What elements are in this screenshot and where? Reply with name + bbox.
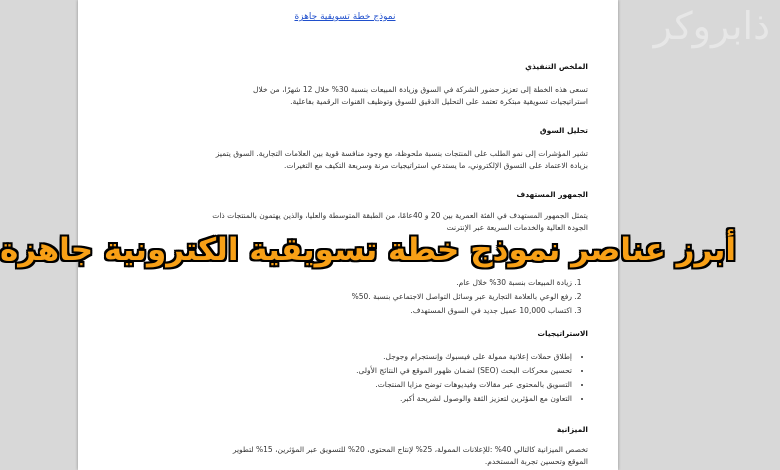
list-item: • تحسين محركات البحث (SEO) لضمان ظهور الموقع في النتائج الأولى.: [102, 364, 572, 378]
audience-heading: الجمهور المستهدف: [516, 190, 588, 199]
audience-line: يتمثل الجمهور المستهدف في الفئة العمرية بين 20 و 40عامًا، من الطبقة المتوسطة والعليا، والذين يهتمون بالمنتجات ذات: [212, 211, 588, 220]
summary-line: استراتيجيات تسويقية مبتكرة تعتمد على التحليل الدقيق للسوق وتوظيف القنوات الرقمية بفاعلية.: [290, 97, 588, 106]
market-line: تشير المؤشرات إلى نمو الطلب على المنتجات بنسبة ملحوظة، مع وجود منافسة قوية بين العلامات التجارية. السوق يتميز: [215, 149, 588, 158]
document-title: نموذج خطة تسويقية جاهزة: [294, 12, 396, 22]
budget-line: تخصص الميزانية كالتالي 40% :للإعلانات الممولة، 25% لإنتاج المحتوى، 20% للتسويق عبر المؤثرين، 15% لتطوير: [232, 445, 588, 454]
audience-paragraph: [102, 210, 588, 234]
summary-line: تسعى هذه الخطة إلى تعزيز حضور الشركة في السوق وزيادة المبيعات بنسبة 30% خلال 12 شهرًا، من خلال: [253, 85, 588, 94]
list-item: 3. اكتساب 10,000 عميل جديد في السوق المستهدف.: [102, 304, 572, 318]
list-item: 2. رفع الوعي بالعلامة التجارية عبر وسائل التواصل الاجتماعي بنسبة .50%: [102, 290, 572, 304]
audience-line: الجودة العالية والخدمات السريعة عبر الإنترنت: [446, 223, 588, 232]
strategies-list: [102, 350, 588, 406]
list-item: • إطلاق حملات إعلانية ممولة على فيسبوك وإنستجرام وجوجل.: [102, 350, 572, 364]
list-item: • التسويق بالمحتوى عبر مقالات وفيديوهات توضح مزايا المنتجات.: [102, 378, 572, 392]
budget-paragraph: [102, 444, 588, 468]
list-item: • التعاون مع المؤثرين لتعزيز الثقة والوصول لشريحة أكبر.: [102, 392, 572, 406]
market-line: بزيادة الاعتماد على التسوق الإلكتروني، ما يستدعي استراتيجيات مرنة وسريعة التكيف مع التغيرات.: [283, 161, 588, 170]
summary-heading: الملخص التنفيذي: [525, 62, 588, 71]
market-heading: تحليل السوق: [539, 126, 588, 135]
budget-line: الموقع وتحسين تجربة المستخدم.: [484, 457, 588, 466]
overlay-title-banner: أبرز عناصر نموذج خطة تسويقية الكترونية جاهزة: [0, 232, 736, 268]
summary-paragraph: [102, 84, 588, 108]
list-item: 1. زيادة المبيعات بنسبة 30% خلال عام.: [102, 276, 572, 290]
market-paragraph: [102, 148, 588, 172]
strategies-heading: الاستراتيجيات: [537, 329, 588, 338]
site-watermark: ذابروكر: [653, 4, 770, 48]
budget-heading: الميزانية: [556, 425, 588, 434]
